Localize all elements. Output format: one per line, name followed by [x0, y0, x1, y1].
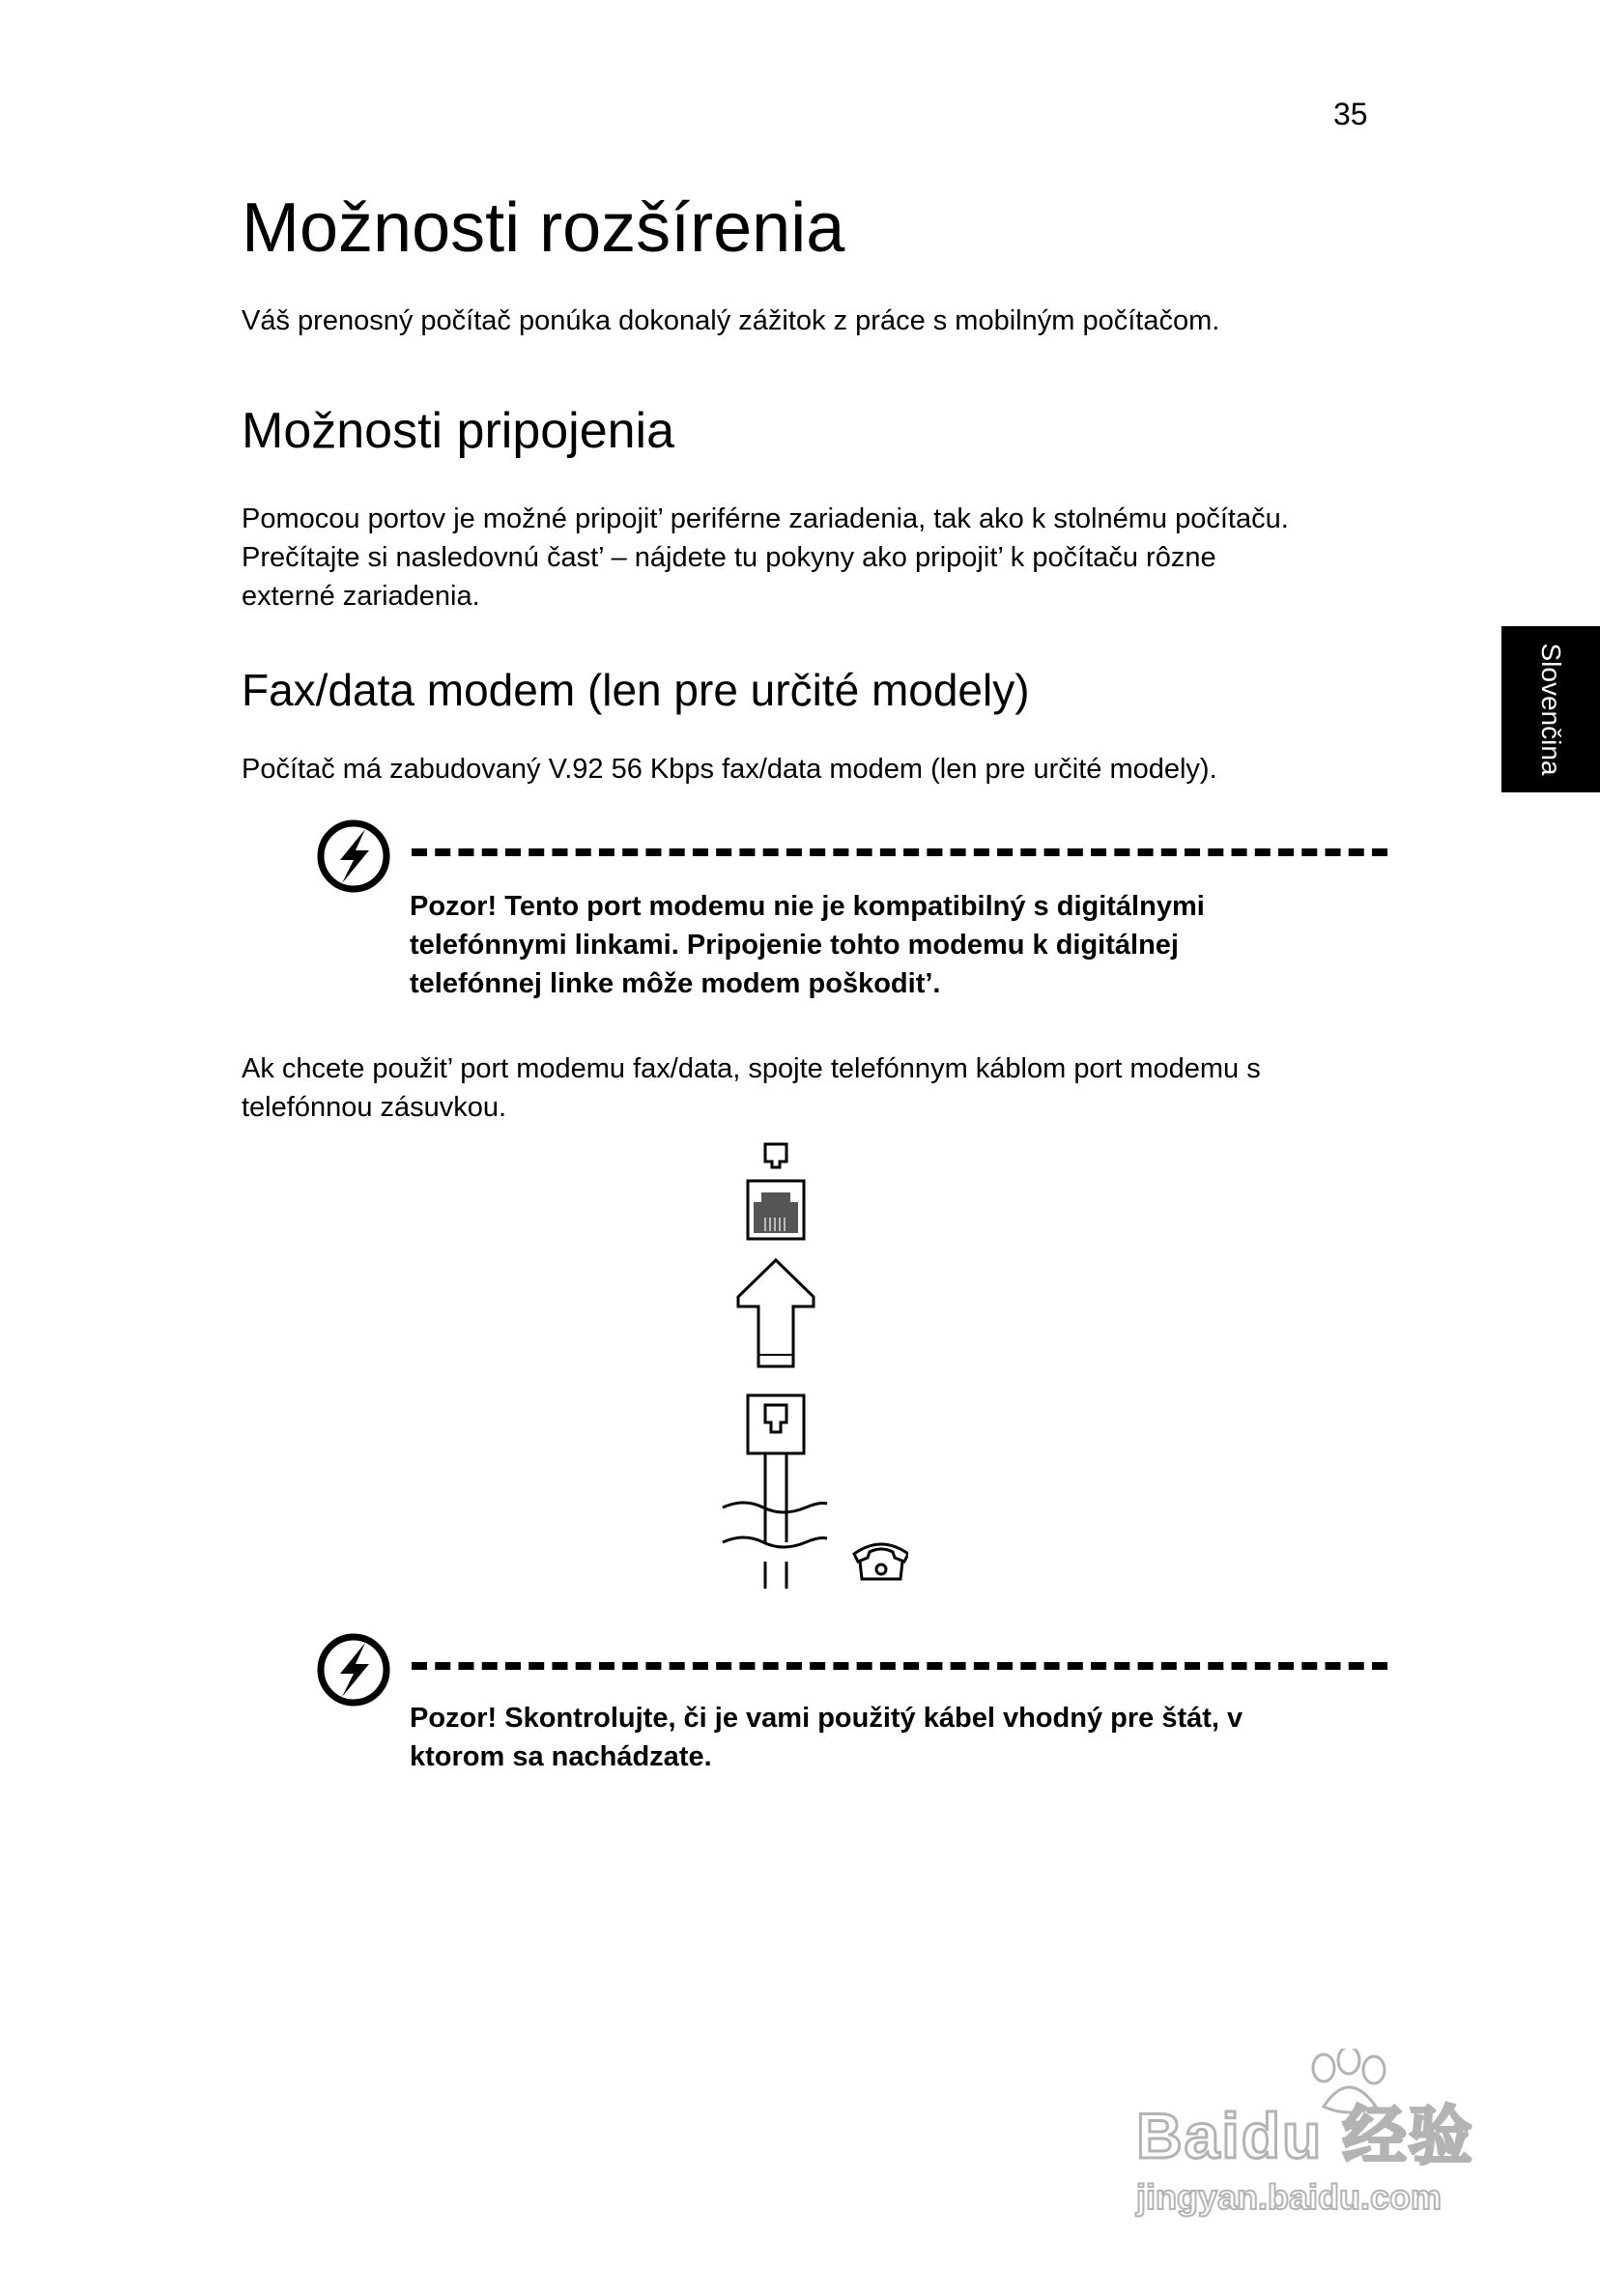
telephone-icon [854, 1544, 908, 1579]
page-number: 35 [1333, 97, 1368, 131]
rj11-plug-icon [748, 1395, 804, 1542]
intro-paragraph: Váš prenosný počítač ponúka dokonalý zážitok z práce s mobilným počítačom. [242, 305, 1220, 336]
warning-line: Pozor! Skontrolujte, či je vami použitý kábel vhodný pre štát, v [410, 1703, 1243, 1734]
connectivity-paragraph [242, 500, 1289, 616]
paragraph-line: telefónnou zásuvkou. [242, 1092, 507, 1123]
baidu-watermark [1130, 2049, 1517, 2242]
paragraph-line: Pomocou portov je možné pripojit’ periférne zariadenia, tak ako k stolnému počítaču. [242, 503, 1289, 534]
page-title: Možnosti rozšírenia [242, 189, 845, 267]
warning-line: Pozor! Tento port modemu nie je kompatibilný s digitálnymi [410, 891, 1205, 922]
paragraph-line: Prečítajte si nasledovnú čast’ – nájdete tu pokyny ako pripojit’ k počítaču rôzne [242, 542, 1216, 573]
subsection-heading: Fax/data modem (len pre určité modely) [242, 665, 1030, 715]
paragraph-line: Ak chcete použit’ port modemu fax/data, spojte telefónnym káblom port modemu s [242, 1053, 1261, 1084]
warning-divider [412, 848, 1387, 856]
warning-line: telefónnymi linkami. Pripojenie tohto modemu k digitálnej [410, 930, 1179, 961]
warning-divider [412, 1662, 1387, 1670]
modem-paragraph: Počítač má zabudovaný V.92 56 Kbps fax/data modem (len pre určité modely). [242, 754, 1217, 785]
lightning-warning-icon [315, 818, 392, 895]
up-arrow-icon [738, 1260, 814, 1366]
warning-text [410, 887, 1205, 1003]
language-tab-label: Slovenčina [1536, 643, 1566, 776]
warning-line: telefónnej linke môže modem poškodit’. [410, 968, 941, 999]
section-heading: Možnosti pripojenia [242, 403, 675, 459]
watermark-url: jingyan.baidu.com [1136, 2177, 1443, 2217]
lightning-warning-icon [315, 1631, 392, 1708]
warning-text [410, 1699, 1243, 1776]
watermark-brand: Baidu 经验 [1136, 2100, 1474, 2171]
rj11-port-icon [748, 1181, 804, 1239]
usage-paragraph [242, 1049, 1261, 1127]
phone-cable-icon [723, 1503, 827, 1589]
modem-port-symbol-icon [765, 1144, 786, 1167]
modem-connection-diagram [715, 1136, 908, 1594]
warning-line: ktorom sa nachádzate. [410, 1741, 712, 1772]
language-tab [1501, 626, 1600, 792]
paragraph-line: externé zariadenia. [242, 581, 480, 612]
